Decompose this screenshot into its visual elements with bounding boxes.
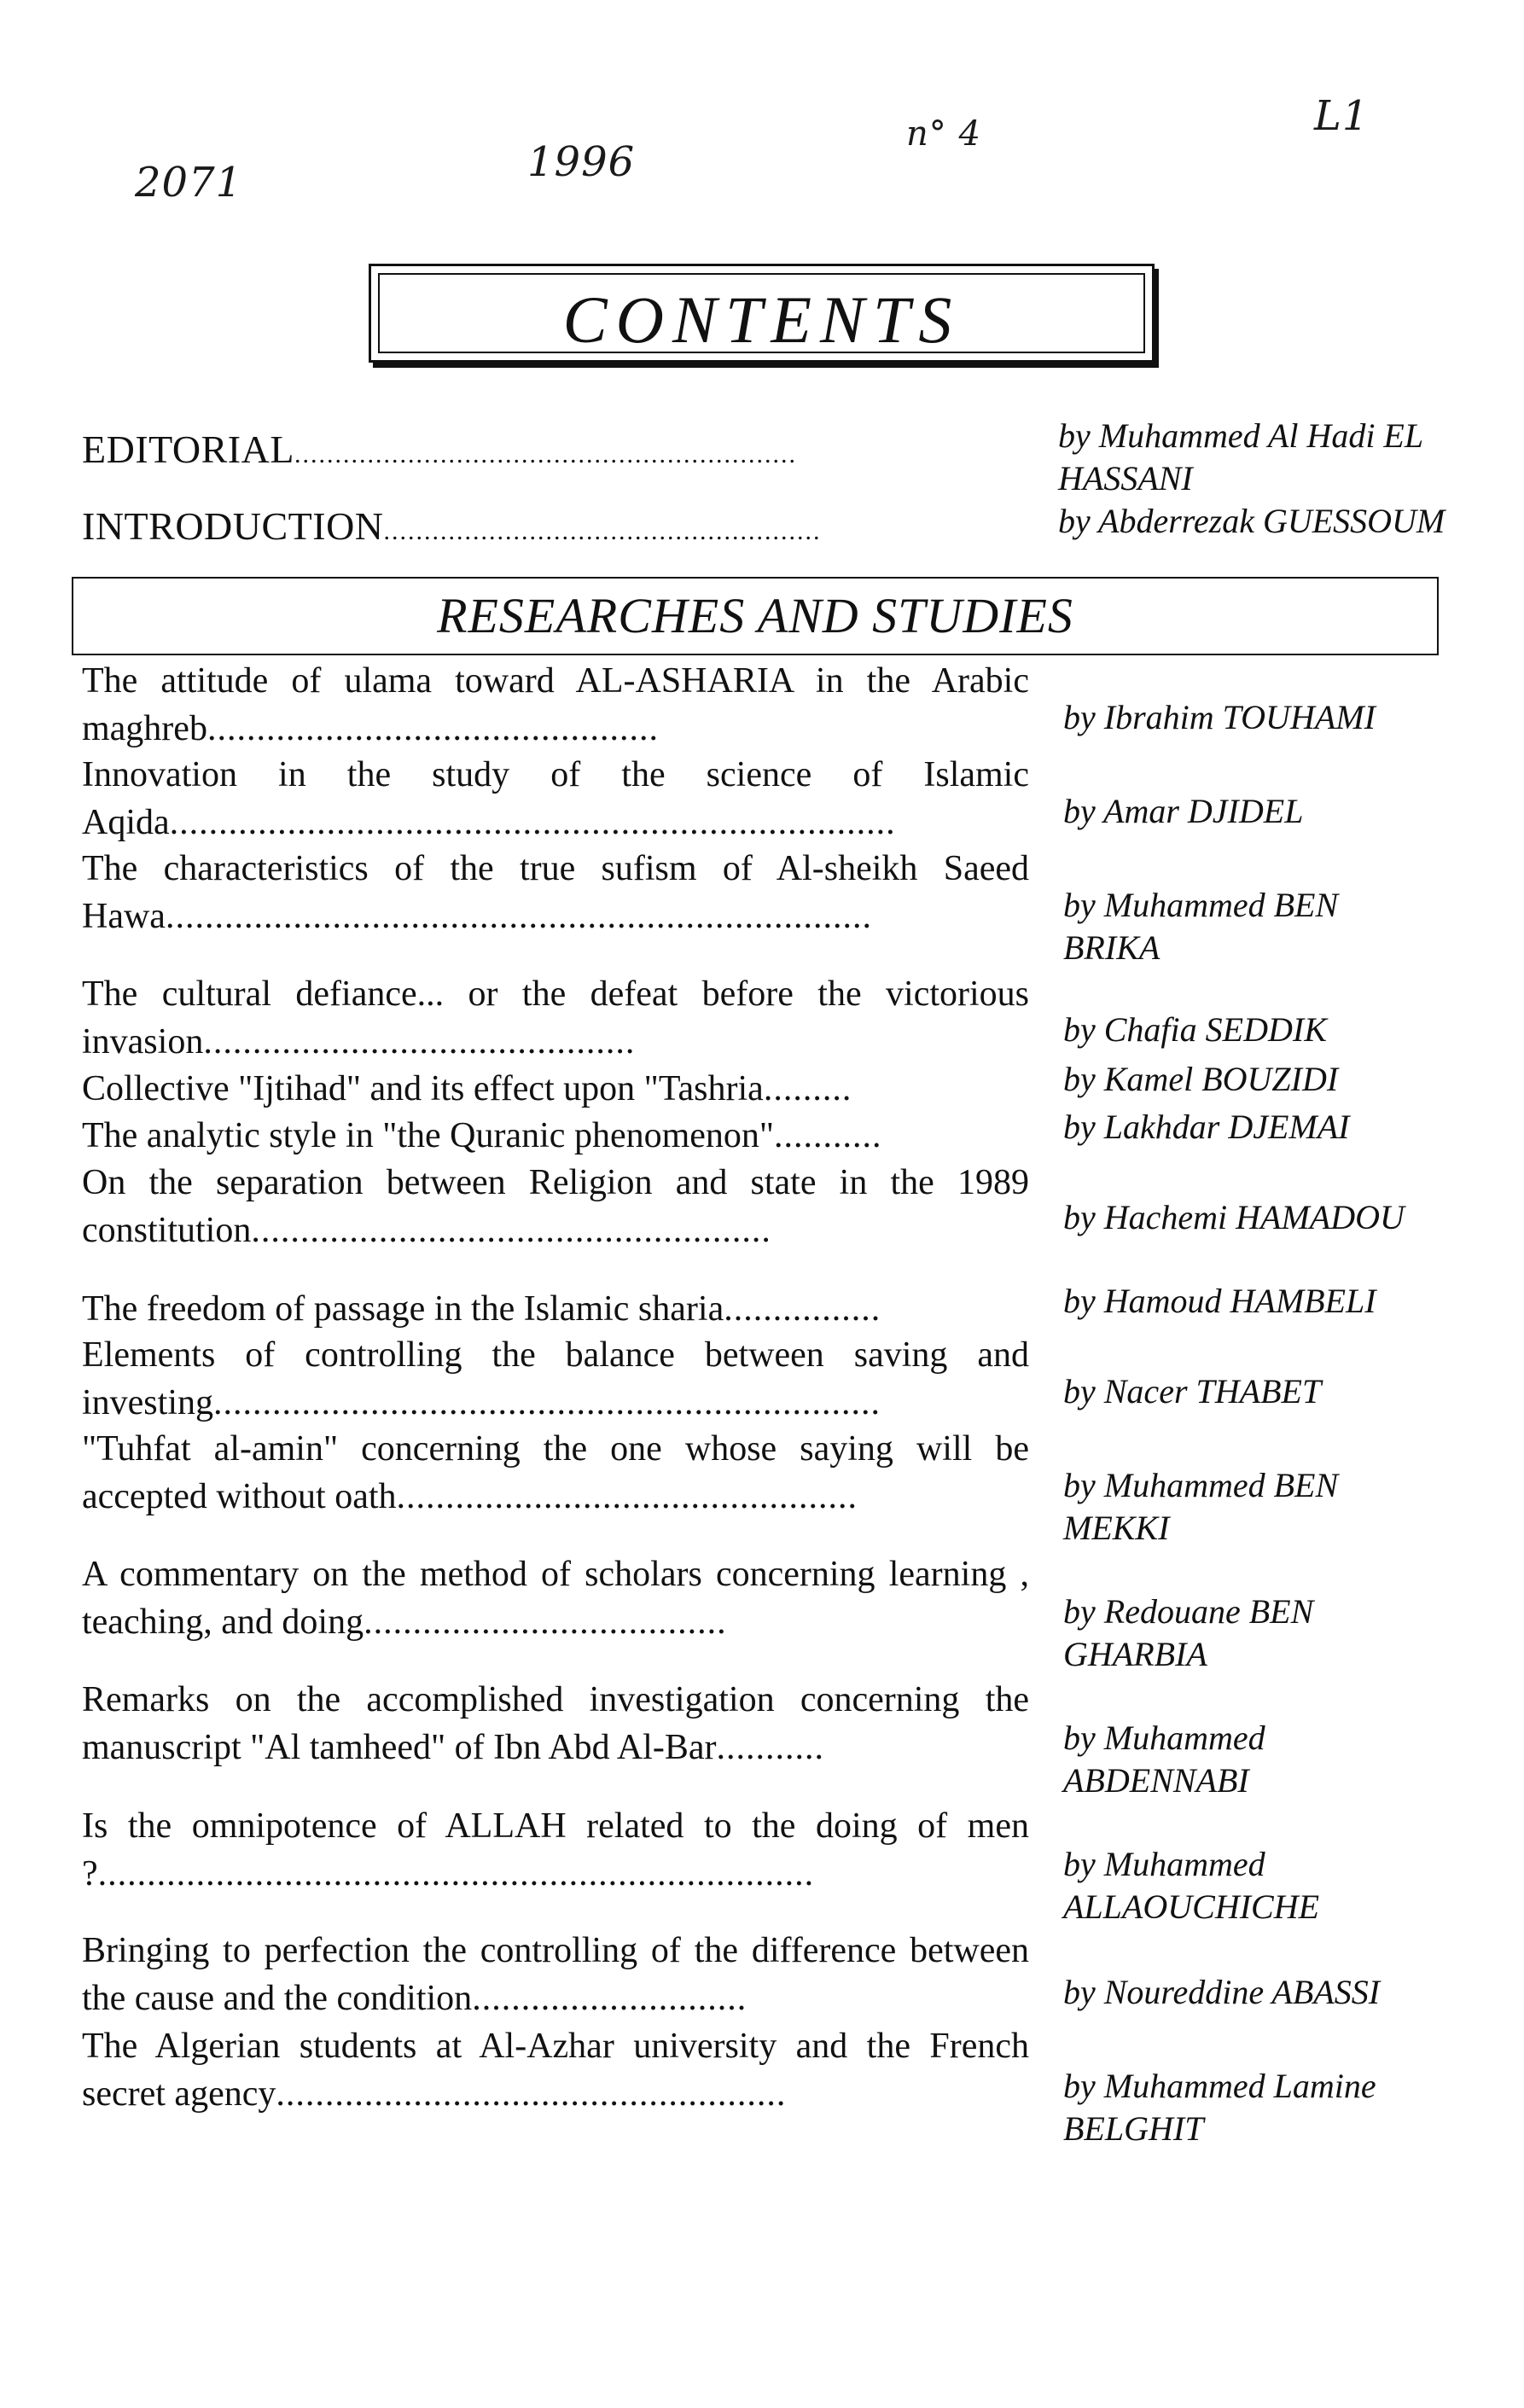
article-entry (82, 751, 1029, 846)
article-author: by Hamoud HAMBELI (1063, 1282, 1376, 1320)
article-title: The characteristics of the true sufism of Al-sheikh Saeed Hawa (82, 849, 1029, 936)
article-title: "Tuhfat al-amin" concerning the one whose saying will be accepted without oath (82, 1429, 1029, 1516)
article-title: A commentary on the method of scholars concerning learning , teaching, and doing (82, 1555, 1029, 1642)
leader-dots: ........... (716, 1728, 824, 1767)
handwritten-note-2: 1996 (527, 138, 636, 186)
article-author: by Chafia SEDDIK (1063, 1010, 1327, 1049)
editorial-entry (82, 427, 797, 472)
article-entry (82, 845, 1029, 940)
article-entry (82, 970, 1029, 1066)
article-entry (82, 1159, 1029, 1254)
leader-dots: ..................................... (364, 1602, 727, 1642)
article-author: by Noureddine ABASSI (1063, 1973, 1381, 2011)
article-title: Remarks on the accomplished investigation concerning the manuscript "Al tamheed" of Ibn Abd Al-Bar (82, 1680, 1029, 1767)
article-author: by Muhammed Lamine BELGHIT (1063, 2067, 1376, 2148)
article-entry (82, 1285, 1029, 1333)
article-entry (82, 1112, 1029, 1160)
leader-dots: .................................................................... (213, 1383, 881, 1422)
article-title: Is the omnipotence of ALLAH related to the doing of men ? (82, 1806, 1029, 1893)
article-entry (82, 1331, 1029, 1427)
article-author: by Muhammed ALLAOUCHICHE (1063, 1845, 1320, 1926)
editorial-author: by Muhammed Al Hadi EL HASSANI (1058, 416, 1423, 497)
leader-dots: ........................................................................ (165, 897, 872, 936)
article-title: The attitude of ulama toward AL-ASHARIA in the Arabic maghreb (82, 661, 1029, 748)
article-author: by Amar DJIDEL (1063, 792, 1304, 830)
article-title: Collective "Ijtihad" and its effect upon "Tashria (82, 1069, 764, 1108)
article-title: The freedom of passage in the Islamic sharia (82, 1289, 724, 1329)
article-entry (82, 1550, 1029, 1646)
article-author: by Lakhdar DJEMAI (1063, 1108, 1350, 1146)
leader-dots: ........... (774, 1116, 882, 1155)
article-author: by Ibrahim TOUHAMI (1063, 698, 1376, 736)
article-author: by Redouane BEN GHARBIA (1063, 1592, 1314, 1673)
article-entry (82, 1065, 1029, 1113)
section-header-box (72, 577, 1439, 655)
leader-dots: .................................................... (276, 2074, 787, 2114)
introduction-entry (82, 503, 822, 549)
leader-dots: ..................................................... (251, 1211, 771, 1250)
leader-dots: ............................................ (203, 1022, 636, 1061)
article-entry (82, 2022, 1029, 2118)
article-title: Bringing to perfection the controlling of the difference between the cause and the condition (82, 1931, 1029, 2018)
page-title: CONTENTS (562, 282, 961, 357)
leader-dots: ............................ (472, 1979, 747, 2018)
article-author: by Muhammed BEN BRIKA (1063, 886, 1339, 967)
article-entry (82, 1676, 1029, 1771)
article-title: The cultural defiance... or the defeat before the victorious invasion (82, 974, 1029, 1061)
article-title: The analytic style in "the Quranic phenomenon" (82, 1116, 775, 1155)
article-title: On the separation between Religion and state in the 1989 constitution (82, 1163, 1029, 1250)
article-author: by Muhammed BEN MEKKI (1063, 1466, 1339, 1547)
leader-dots: ...................................................... (383, 517, 822, 545)
leader-dots: ......... (763, 1069, 852, 1108)
article-entry (82, 1425, 1029, 1521)
leader-dots: .............................................................. (294, 440, 797, 468)
article-title: The Algerian students at Al-Azhar university and the French secret agency (82, 2027, 1029, 2114)
introduction-label: INTRODUCTION (82, 504, 384, 548)
article-author: by Nacer THABET (1063, 1372, 1322, 1410)
article-title: Innovation in the study of the science of Islamic Aqida (82, 755, 1029, 842)
editorial-label: EDITORIAL (82, 428, 294, 471)
contents-title-box (369, 264, 1155, 363)
handwritten-note-4: L1 (1314, 92, 1370, 140)
leader-dots: ......................................................................... (97, 1854, 815, 1893)
handwritten-note-3: n° 4 (906, 114, 981, 154)
article-entry (82, 1927, 1029, 2022)
article-author: by Muhammed ABDENNABI (1063, 1719, 1265, 1800)
article-author: by Kamel BOUZIDI (1063, 1060, 1339, 1098)
leader-dots: .......................................................................... (169, 803, 896, 842)
article-entry (82, 657, 1029, 753)
introduction-author: by Abderrezak GUESSOUM (1058, 502, 1445, 540)
section-title: RESEARCHES AND STUDIES (437, 588, 1073, 643)
article-author: by Hachemi HAMADOU (1063, 1198, 1405, 1236)
article-entry (82, 1802, 1029, 1898)
leader-dots: ................ (724, 1289, 881, 1329)
handwritten-note-1: 2071 (135, 159, 243, 206)
leader-dots: ............................................... (396, 1477, 858, 1516)
article-title: Elements of controlling the balance between saving and investing (82, 1335, 1029, 1422)
leader-dots: .............................................. (206, 709, 659, 748)
